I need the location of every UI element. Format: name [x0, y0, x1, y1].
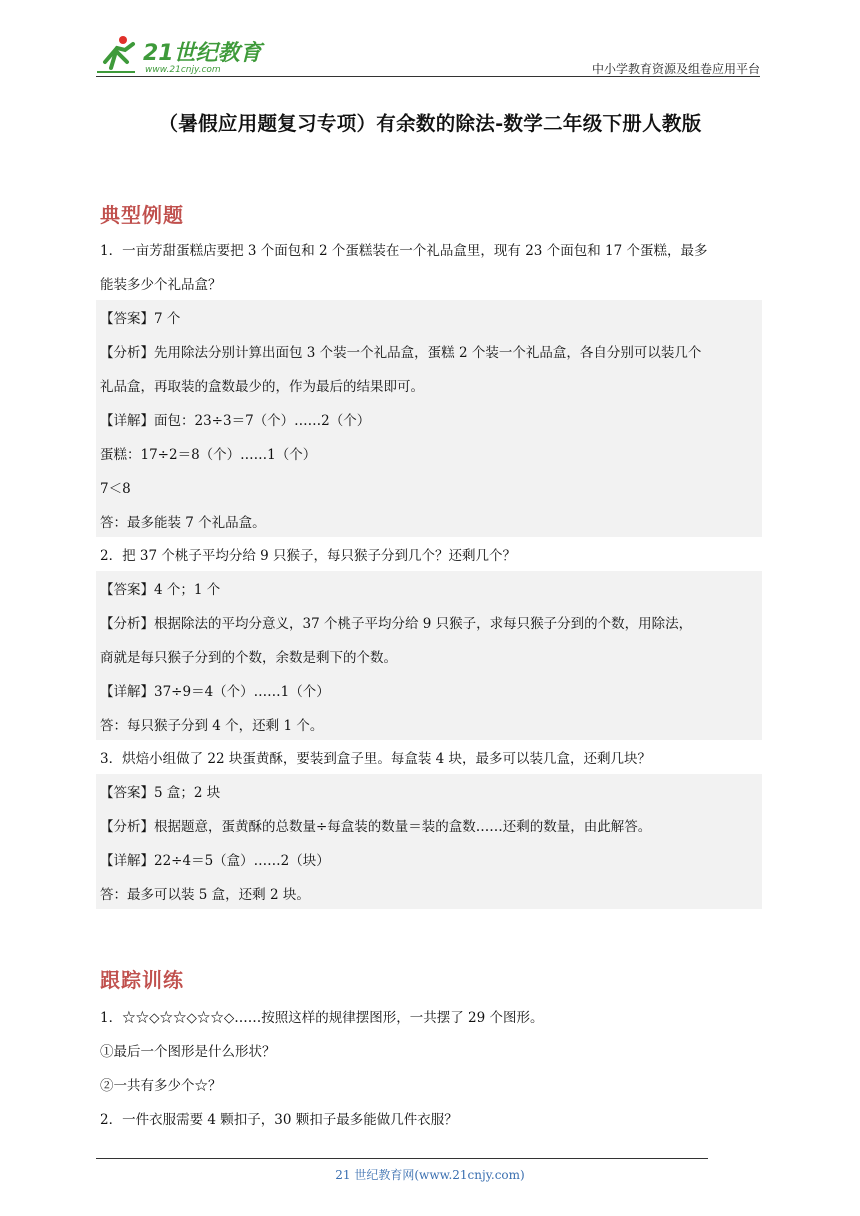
q1-detail-line2: 蛋糕：17÷2＝8（个）……1（个）	[100, 447, 317, 463]
footer-divider	[96, 1158, 708, 1159]
q1-detail-line3: 7＜8	[100, 481, 131, 497]
logo-text: 21世纪教育	[143, 41, 262, 66]
footer-link[interactable]: 21 世纪教育网(www.21cnjy.com)	[335, 1168, 525, 1182]
q3-detail-line2: 答：最多可以装 5 盒，还剩 2 块。	[100, 887, 310, 903]
q2-analysis-line1: 【分析】根据除法的平均分意义，37 个桃子平均分给 9 只猴子，求每只猴子分到的个数，用除法，	[100, 616, 693, 632]
q1-stem-line2: 能装多少个礼品盒？	[100, 277, 222, 293]
practice-q1-stem: 1．☆☆◇☆☆◇☆☆◇……按照这样的规律摆图形，一共摆了 29 个图形。	[100, 1010, 544, 1026]
runner-icon	[97, 36, 135, 72]
q2-analysis-line2: 商就是每只猴子分到的个数，余数是剩下的个数。	[100, 650, 397, 666]
page-header	[95, 32, 760, 78]
q1-detail-line1: 【详解】面包：23÷3＝7（个）……2（个）	[100, 413, 371, 429]
section-follow-up-training-title: 跟踪训练	[100, 968, 184, 992]
section-typical-examples-title: 典型例题	[100, 203, 184, 227]
q1-analysis-line1: 【分析】先用除法分别计算出面包 3 个装一个礼品盒，蛋糕 2 个装一个礼品盒，各自分别可以装几个	[100, 345, 702, 361]
header-divider	[96, 76, 760, 77]
q3-stem: 3．烘焙小组做了 22 块蛋黄酥，要装到盒子里。每盒装 4 块，最多可以装几盒，还剩几块？	[100, 751, 652, 767]
q2-stem: 2．把 37 个桃子平均分给 9 只猴子，每只猴子分到几个？还剩几个？	[100, 548, 517, 564]
q2-detail-line1: 【详解】37÷9＝4（个）……1（个）	[100, 684, 330, 700]
page-title: （暑假应用题复习专项）有余数的除法-数学二年级下册人教版	[158, 112, 702, 135]
q1-stem-line1: 1．一亩芳甜蛋糕店要把 3 个面包和 2 个蛋糕装在一个礼品盒里，现有 23 个面包和 17 个蛋糕，最多	[100, 243, 708, 259]
q3-answer: 【答案】5 盒；2 块	[100, 785, 221, 801]
practice-q2-stem: 2．一件衣服需要 4 颗扣子，30 颗扣子最多能做几件衣服？	[100, 1112, 458, 1128]
logo-url: www.21cnjy.com	[145, 65, 221, 75]
q1-answer: 【答案】7 个	[100, 311, 181, 327]
q2-answer: 【答案】4 个；1 个	[100, 582, 221, 598]
q3-detail-line1: 【详解】22÷4＝5（盒）……2（块）	[100, 853, 330, 869]
q3-analysis: 【分析】根据题意，蛋黄酥的总数量÷每盒装的数量＝装的盒数……还剩的数量，由此解答。	[100, 819, 652, 835]
practice-q1-sub1: ①最后一个图形是什么形状？	[100, 1044, 276, 1060]
practice-q1-sub2: ②一共有多少个☆？	[100, 1078, 222, 1094]
q1-detail-line4: 答：最多能装 7 个礼品盒。	[100, 515, 266, 531]
logo-21cnjy	[95, 32, 265, 76]
q2-detail-line2: 答：每只猴子分到 4 个，还剩 1 个。	[100, 718, 324, 734]
q1-analysis-line2: 礼品盒，再取装的盒数最少的，作为最后的结果即可。	[100, 379, 424, 395]
header-platform-text: 中小学教育资源及组卷应用平台	[591, 62, 760, 76]
